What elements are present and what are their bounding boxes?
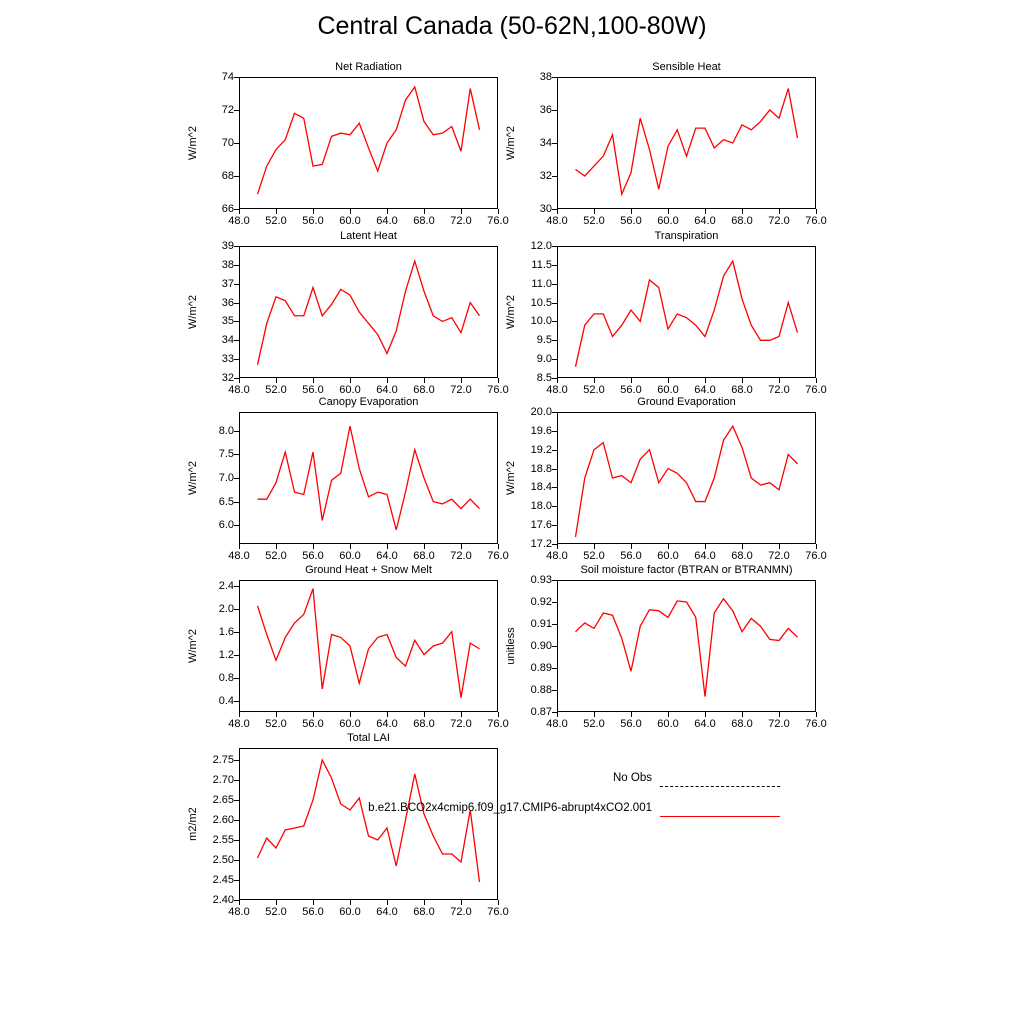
x-axis-tick-label: 48.0 xyxy=(228,215,250,227)
x-axis-tick-mark xyxy=(350,900,351,905)
legend-swatch-model xyxy=(660,816,780,817)
series-line xyxy=(258,589,480,698)
series-layer xyxy=(239,580,498,712)
x-axis-tick-mark xyxy=(239,712,240,717)
x-axis-tick-mark xyxy=(350,378,351,383)
series-line xyxy=(576,89,798,195)
chart-panel xyxy=(187,564,509,730)
y-axis-tick-label: 0.93 xyxy=(530,574,552,586)
x-axis-tick-label: 56.0 xyxy=(620,384,642,396)
x-axis-tick-mark xyxy=(498,378,499,383)
y-axis-tick-label: 2.65 xyxy=(212,794,234,806)
y-axis-tick-label: 2.4 xyxy=(218,579,234,592)
x-axis-tick-label: 60.0 xyxy=(339,550,361,562)
y-axis-tick-label: 7.0 xyxy=(218,472,234,484)
x-axis-tick-mark xyxy=(313,378,314,383)
y-axis-tick-label: 30 xyxy=(539,203,552,215)
y-axis-label: W/m^2 xyxy=(505,126,517,160)
series-line xyxy=(576,599,798,697)
y-axis-tick-label: 10.5 xyxy=(530,296,552,309)
x-axis-tick-label: 64.0 xyxy=(376,718,398,730)
y-axis-tick-label: 8.0 xyxy=(218,424,234,437)
x-axis-tick-label: 72.0 xyxy=(450,550,472,562)
x-axis-tick-mark xyxy=(387,544,388,549)
x-axis-tick-label: 72.0 xyxy=(450,215,472,227)
x-axis-tick-label: 48.0 xyxy=(228,384,250,396)
x-axis-tick-label: 48.0 xyxy=(228,550,250,562)
x-axis-tick-label: 56.0 xyxy=(302,718,324,730)
x-axis-tick-label: 52.0 xyxy=(583,550,605,562)
y-axis-tick-label: 66 xyxy=(221,203,234,215)
y-axis-tick-label: 7.5 xyxy=(218,448,234,461)
y-axis-tick-label: 19.6 xyxy=(530,424,552,437)
x-axis-tick-label: 56.0 xyxy=(302,550,324,562)
series-line xyxy=(258,261,480,365)
x-axis-tick-mark xyxy=(276,900,277,905)
y-axis-label: unitless xyxy=(505,627,517,665)
x-axis-tick-mark xyxy=(276,209,277,214)
y-axis-tick-label: 0.88 xyxy=(530,684,552,696)
x-axis-tick-label: 52.0 xyxy=(265,550,287,562)
x-axis-tick-mark xyxy=(594,209,595,214)
x-axis-tick-label: 52.0 xyxy=(265,718,287,730)
series-line xyxy=(258,426,480,530)
series-layer xyxy=(239,412,498,544)
page-title: Central Canada (50-62N,100-80W) xyxy=(317,12,707,40)
chart-title: Net Radiation xyxy=(335,61,402,73)
chart-title: Soil moisture factor (BTRAN or BTRANMN) xyxy=(580,564,793,576)
y-axis-tick-label: 68 xyxy=(221,170,234,182)
x-axis-tick-label: 52.0 xyxy=(265,906,287,918)
y-axis-tick-label: 34 xyxy=(539,137,552,149)
x-axis-tick-label: 68.0 xyxy=(731,384,753,396)
x-axis-tick-mark xyxy=(779,712,780,717)
x-axis-tick-label: 64.0 xyxy=(694,718,716,730)
x-axis-tick-label: 76.0 xyxy=(487,215,509,227)
chart-panel xyxy=(505,564,827,730)
y-axis-tick-label: 36 xyxy=(539,104,552,116)
y-axis-tick-label: 18.4 xyxy=(530,481,552,494)
x-axis-tick-mark xyxy=(668,378,669,383)
x-axis-tick-label: 48.0 xyxy=(546,215,568,227)
x-axis-tick-mark xyxy=(557,712,558,717)
x-axis-tick-mark xyxy=(742,209,743,214)
x-axis-tick-mark xyxy=(816,712,817,717)
x-axis-tick-mark xyxy=(461,378,462,383)
x-axis-tick-label: 52.0 xyxy=(583,384,605,396)
y-axis-tick-label: 6.0 xyxy=(218,519,234,532)
y-axis-label: m2/m2 xyxy=(187,807,199,841)
x-axis-tick-mark xyxy=(742,712,743,717)
x-axis-tick-label: 68.0 xyxy=(413,906,435,918)
y-axis-tick-label: 2.0 xyxy=(218,602,234,615)
x-axis-tick-mark xyxy=(350,712,351,717)
y-axis-tick-label: 0.8 xyxy=(218,671,234,684)
y-axis-tick-label: 2.60 xyxy=(212,814,234,826)
x-axis-tick-mark xyxy=(779,378,780,383)
x-axis-tick-label: 60.0 xyxy=(339,215,361,227)
y-axis-tick-label: 0.4 xyxy=(218,694,234,707)
y-axis-tick-label: 17.2 xyxy=(530,538,552,550)
chart-title: Canopy Evaporation xyxy=(318,396,419,408)
x-axis-tick-label: 76.0 xyxy=(487,550,509,562)
x-axis-tick-label: 68.0 xyxy=(731,718,753,730)
x-axis-tick-mark xyxy=(594,544,595,549)
x-axis-tick-label: 52.0 xyxy=(265,384,287,396)
legend-label-obs: No Obs xyxy=(613,772,652,784)
x-axis-tick-label: 76.0 xyxy=(805,384,827,396)
x-axis-tick-label: 48.0 xyxy=(546,550,568,562)
x-axis-tick-mark xyxy=(705,209,706,214)
x-axis-tick-label: 68.0 xyxy=(413,384,435,396)
x-axis-tick-mark xyxy=(498,209,499,214)
x-axis-tick-label: 56.0 xyxy=(620,215,642,227)
x-axis-tick-label: 60.0 xyxy=(657,215,679,227)
x-axis-tick-mark xyxy=(631,209,632,214)
y-axis-tick-label: 72 xyxy=(221,104,234,116)
y-axis-tick-label: 2.55 xyxy=(212,834,234,846)
x-axis-tick-label: 52.0 xyxy=(583,718,605,730)
x-axis-tick-mark xyxy=(705,544,706,549)
x-axis-tick-mark xyxy=(424,712,425,717)
series-layer xyxy=(557,412,816,544)
x-axis-tick-label: 72.0 xyxy=(450,384,472,396)
x-axis-tick-label: 72.0 xyxy=(768,384,790,396)
chart-panel xyxy=(187,61,509,227)
series-line xyxy=(258,760,480,882)
y-axis-tick-label: 8.5 xyxy=(536,372,552,384)
series-line xyxy=(576,426,798,537)
chart-panel xyxy=(187,732,509,918)
x-axis-tick-mark xyxy=(779,209,780,214)
y-axis-tick-label: 0.90 xyxy=(530,640,552,652)
x-axis-tick-mark xyxy=(239,378,240,383)
series-layer xyxy=(239,246,498,378)
x-axis-tick-mark xyxy=(461,544,462,549)
y-axis-tick-label: 38 xyxy=(539,71,552,83)
x-axis-tick-mark xyxy=(313,712,314,717)
y-axis-tick-label: 32 xyxy=(221,372,234,384)
x-axis-tick-label: 64.0 xyxy=(694,215,716,227)
x-axis-tick-mark xyxy=(557,544,558,549)
x-axis-tick-label: 56.0 xyxy=(620,550,642,562)
x-axis-tick-label: 56.0 xyxy=(302,906,324,918)
chart-title: Ground Evaporation xyxy=(637,396,736,408)
x-axis-tick-label: 60.0 xyxy=(339,906,361,918)
x-axis-tick-mark xyxy=(461,712,462,717)
y-axis-tick-label: 17.6 xyxy=(530,519,552,532)
series-layer xyxy=(557,246,816,378)
x-axis-tick-mark xyxy=(557,209,558,214)
series-layer xyxy=(239,748,498,900)
y-axis-tick-label: 0.91 xyxy=(530,618,552,630)
x-axis-tick-mark xyxy=(276,378,277,383)
y-axis-tick-label: 9.5 xyxy=(536,334,552,347)
x-axis-tick-mark xyxy=(705,712,706,717)
x-axis-tick-mark xyxy=(424,378,425,383)
x-axis-tick-label: 64.0 xyxy=(376,215,398,227)
series-layer xyxy=(557,77,816,209)
x-axis-tick-mark xyxy=(594,712,595,717)
x-axis-tick-mark xyxy=(424,544,425,549)
y-axis-tick-label: 18.0 xyxy=(530,500,552,513)
x-axis-tick-label: 68.0 xyxy=(413,215,435,227)
x-axis-tick-label: 48.0 xyxy=(546,384,568,396)
chart-panel xyxy=(505,230,827,396)
x-axis-tick-mark xyxy=(779,544,780,549)
x-axis-tick-label: 60.0 xyxy=(657,384,679,396)
x-axis-tick-label: 52.0 xyxy=(265,215,287,227)
x-axis-tick-mark xyxy=(498,712,499,717)
y-axis-label: W/m^2 xyxy=(505,461,517,495)
legend-swatch-obs xyxy=(660,786,780,787)
chart-title: Sensible Heat xyxy=(652,61,721,73)
x-axis-tick-label: 68.0 xyxy=(731,215,753,227)
x-axis-tick-label: 52.0 xyxy=(583,215,605,227)
y-axis-label: W/m^2 xyxy=(187,295,199,329)
y-axis-tick-label: 0.87 xyxy=(530,706,552,718)
x-axis-tick-mark xyxy=(816,378,817,383)
chart-title: Ground Heat + Snow Melt xyxy=(305,564,432,576)
x-axis-tick-mark xyxy=(239,209,240,214)
series-layer xyxy=(557,580,816,712)
x-axis-tick-label: 56.0 xyxy=(302,384,324,396)
x-axis-tick-label: 64.0 xyxy=(694,384,716,396)
x-axis-tick-mark xyxy=(313,544,314,549)
y-axis-tick-label: 10.0 xyxy=(530,315,552,328)
x-axis-tick-label: 76.0 xyxy=(805,215,827,227)
x-axis-tick-mark xyxy=(387,712,388,717)
y-axis-tick-label: 32 xyxy=(539,170,552,182)
series-layer xyxy=(239,77,498,209)
x-axis-tick-label: 64.0 xyxy=(376,384,398,396)
y-axis-tick-label: 9.0 xyxy=(536,353,552,366)
y-axis-tick-label: 1.6 xyxy=(218,625,234,638)
x-axis-tick-label: 60.0 xyxy=(339,384,361,396)
y-axis-tick-label: 37 xyxy=(221,277,234,290)
x-axis-tick-label: 48.0 xyxy=(228,906,250,918)
x-axis-tick-label: 76.0 xyxy=(805,550,827,562)
y-axis-label: W/m^2 xyxy=(505,295,517,329)
y-axis-tick-label: 2.45 xyxy=(212,874,234,886)
x-axis-tick-mark xyxy=(742,544,743,549)
chart-title: Latent Heat xyxy=(340,230,397,242)
y-axis-tick-label: 0.89 xyxy=(530,662,552,674)
x-axis-tick-label: 72.0 xyxy=(768,550,790,562)
x-axis-tick-mark xyxy=(313,209,314,214)
x-axis-tick-label: 68.0 xyxy=(731,550,753,562)
y-axis-tick-label: 0.92 xyxy=(530,596,552,608)
y-axis-tick-label: 2.75 xyxy=(212,754,234,766)
y-axis-label: W/m^2 xyxy=(187,461,199,495)
x-axis-tick-label: 68.0 xyxy=(413,718,435,730)
y-axis-tick-label: 11.5 xyxy=(531,258,552,271)
y-axis-tick-label: 70 xyxy=(221,137,234,149)
x-axis-tick-mark xyxy=(705,378,706,383)
x-axis-tick-label: 72.0 xyxy=(450,906,472,918)
x-axis-tick-label: 60.0 xyxy=(657,718,679,730)
x-axis-tick-label: 76.0 xyxy=(487,384,509,396)
x-axis-tick-mark xyxy=(816,544,817,549)
x-axis-tick-mark xyxy=(631,544,632,549)
chart-title: Transpiration xyxy=(654,230,719,242)
y-axis-tick-label: 34 xyxy=(221,334,234,347)
x-axis-tick-label: 72.0 xyxy=(768,215,790,227)
chart-title: Total LAI xyxy=(347,732,390,744)
y-axis-tick-label: 35 xyxy=(221,315,234,328)
y-axis-tick-label: 11.0 xyxy=(531,277,552,290)
x-axis-tick-label: 76.0 xyxy=(805,718,827,730)
x-axis-tick-label: 56.0 xyxy=(620,718,642,730)
x-axis-tick-mark xyxy=(239,900,240,905)
x-axis-tick-mark xyxy=(668,544,669,549)
chart-panel xyxy=(187,230,509,396)
y-axis-tick-label: 2.70 xyxy=(212,774,234,786)
y-axis-tick-label: 74 xyxy=(221,71,234,83)
x-axis-tick-mark xyxy=(461,900,462,905)
x-axis-tick-mark xyxy=(387,378,388,383)
x-axis-tick-label: 64.0 xyxy=(376,906,398,918)
chart-panel xyxy=(505,61,827,227)
x-axis-tick-label: 60.0 xyxy=(339,718,361,730)
x-axis-tick-mark xyxy=(350,544,351,549)
x-axis-tick-mark xyxy=(350,209,351,214)
x-axis-tick-label: 48.0 xyxy=(546,718,568,730)
x-axis-tick-label: 72.0 xyxy=(450,718,472,730)
x-axis-tick-mark xyxy=(424,900,425,905)
x-axis-tick-mark xyxy=(498,544,499,549)
series-line xyxy=(576,261,798,367)
y-axis-label: W/m^2 xyxy=(187,126,199,160)
y-axis-tick-label: 36 xyxy=(221,296,234,309)
x-axis-tick-mark xyxy=(668,712,669,717)
x-axis-tick-mark xyxy=(742,378,743,383)
x-axis-tick-mark xyxy=(498,900,499,905)
y-axis-tick-label: 33 xyxy=(221,353,234,366)
y-axis-tick-label: 20.0 xyxy=(530,406,552,418)
y-axis-tick-label: 39 xyxy=(221,240,234,252)
x-axis-tick-label: 76.0 xyxy=(487,718,509,730)
x-axis-tick-mark xyxy=(557,378,558,383)
x-axis-tick-label: 60.0 xyxy=(657,550,679,562)
x-axis-tick-label: 64.0 xyxy=(376,550,398,562)
x-axis-tick-mark xyxy=(424,209,425,214)
x-axis-tick-mark xyxy=(816,209,817,214)
y-axis-label: W/m^2 xyxy=(187,629,199,663)
x-axis-tick-mark xyxy=(276,544,277,549)
x-axis-tick-mark xyxy=(387,900,388,905)
chart-panel xyxy=(187,396,509,562)
x-axis-tick-mark xyxy=(313,900,314,905)
x-axis-tick-mark xyxy=(594,378,595,383)
x-axis-tick-mark xyxy=(387,209,388,214)
x-axis-tick-mark xyxy=(668,209,669,214)
y-axis-tick-label: 1.2 xyxy=(218,648,234,661)
x-axis-tick-label: 76.0 xyxy=(487,906,509,918)
x-axis-tick-mark xyxy=(239,544,240,549)
x-axis-tick-label: 64.0 xyxy=(694,550,716,562)
x-axis-tick-mark xyxy=(461,209,462,214)
x-axis-tick-mark xyxy=(276,712,277,717)
x-axis-tick-mark xyxy=(631,378,632,383)
series-line xyxy=(258,87,480,194)
x-axis-tick-label: 48.0 xyxy=(228,718,250,730)
chart-panel xyxy=(505,396,827,562)
y-axis-tick-label: 2.40 xyxy=(212,894,234,906)
y-axis-tick-label: 2.50 xyxy=(212,854,234,866)
x-axis-tick-label: 72.0 xyxy=(768,718,790,730)
y-axis-tick-label: 38 xyxy=(221,258,234,271)
x-axis-tick-mark xyxy=(631,712,632,717)
y-axis-tick-label: 18.8 xyxy=(530,462,552,475)
x-axis-tick-label: 68.0 xyxy=(413,550,435,562)
y-axis-tick-label: 19.2 xyxy=(530,443,552,456)
x-axis-tick-label: 56.0 xyxy=(302,215,324,227)
y-axis-tick-label: 12.0 xyxy=(530,240,552,252)
legend-label-model: b.e21.BCO2x4cmip6.f09_g17.CMIP6-abrupt4xCO2.001 xyxy=(368,802,652,814)
y-axis-tick-label: 6.5 xyxy=(218,495,234,508)
